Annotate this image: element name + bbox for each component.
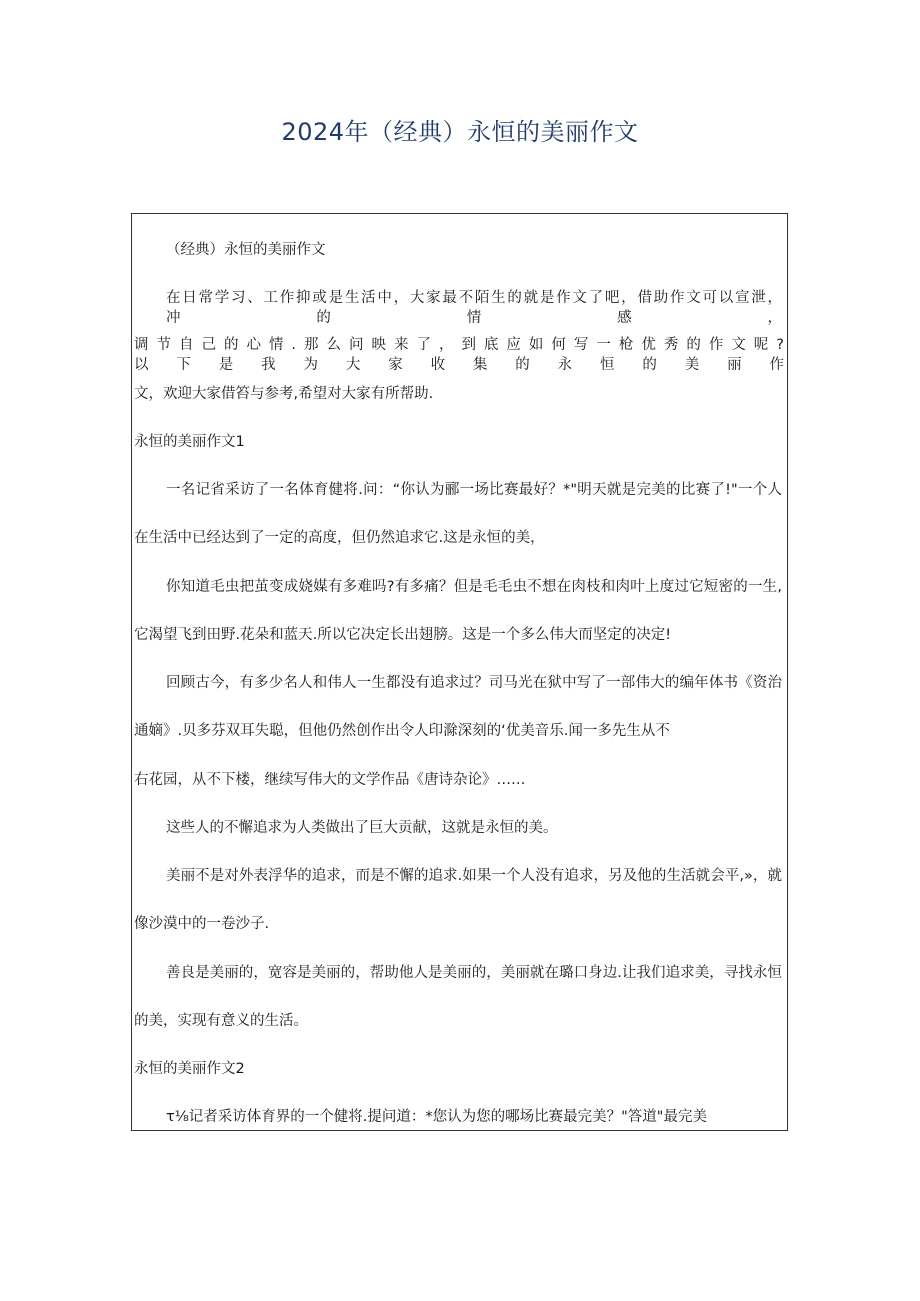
paragraph-line: 回顾古今，有多少名人和伟人一生都没有追求过？司马光在狱中写了一部伟大的编年体书《资治 (166, 675, 782, 691)
paragraph-line: 美丽不是对外表浮华的追求，而是不懈的追求.如果一个人没有追求，另及他的生活就会平,»，就 (166, 868, 782, 884)
essay-content-box (131, 213, 788, 1131)
paragraph-line: 调节自己的心情.那么问映来了，到底应如何写一枪优秀的作文呢?以下是我为大家收集的永恒的美丽作 (134, 337, 784, 373)
paragraph-line: 善良是美丽的，宽容是美丽的，帮助他人是美丽的，美丽就在璐口身边.让我们追求美，寻找永恒 (166, 965, 782, 981)
paragraph-line: 文，欢迎大家借笞与参考,希望对大家有所帮助. (134, 386, 434, 402)
document-title: 2024年（经典）永恒的美丽作文 (281, 118, 639, 146)
paragraph-line: 的美，实现有意义的生活。 (134, 1013, 308, 1029)
paragraph-line: 一名记省采访了一名体育健将.问：“你认为郦一场比赛最好？*"明天就是完美的比赛了!"一个人 (166, 482, 782, 498)
section-heading-1: 永恒的美丽作文1 (134, 434, 245, 450)
paragraph-line: 这些人的不懈追求为人类做出了巨大贡献，这就是永恒的美。 (166, 820, 558, 836)
paragraph-line: 在日常学习、工作抑或是生活中，大家最不陌生的就是作文了吧，借助作文可以宣泄，冲的情感， (166, 290, 782, 326)
essay-subtitle: （经典）永恒的美丽作文 (166, 242, 326, 258)
paragraph-line: 右花园，从不下楼，继续写伟大的文学作品《唐诗杂论》…… (134, 772, 526, 788)
paragraph-line: 它渴望飞到田野.花朵和蓝天.所以它决定长出翅膀。这是一个多么伟大而坚定的决定! (134, 627, 672, 643)
paragraph-line: 在生活中已经达到了一定的高度，但仍然追求它.这是永恒的美， (134, 530, 545, 546)
paragraph-line: 你知道毛虫把茧变成娆媒有多难吗?有多痛？但是毛毛虫不想在肉枝和肉叶上度过它短密的一生, (166, 579, 782, 595)
section-heading-2: 永恒的美丽作文2 (134, 1061, 245, 1077)
paragraph-line: τ⅛记者采访体育界的一个健将.提问道：*您认为您的哪场比赛最完美？"答道"最完美 (166, 1109, 707, 1125)
paragraph-line: 通嫡》.贝多芬双耳失聪，但他仍然创作出令人印滁深刻的‘优美音乐.闻一多先生从不 (134, 723, 670, 739)
paragraph-line: 像沙漠中的一卷沙子. (134, 916, 270, 932)
